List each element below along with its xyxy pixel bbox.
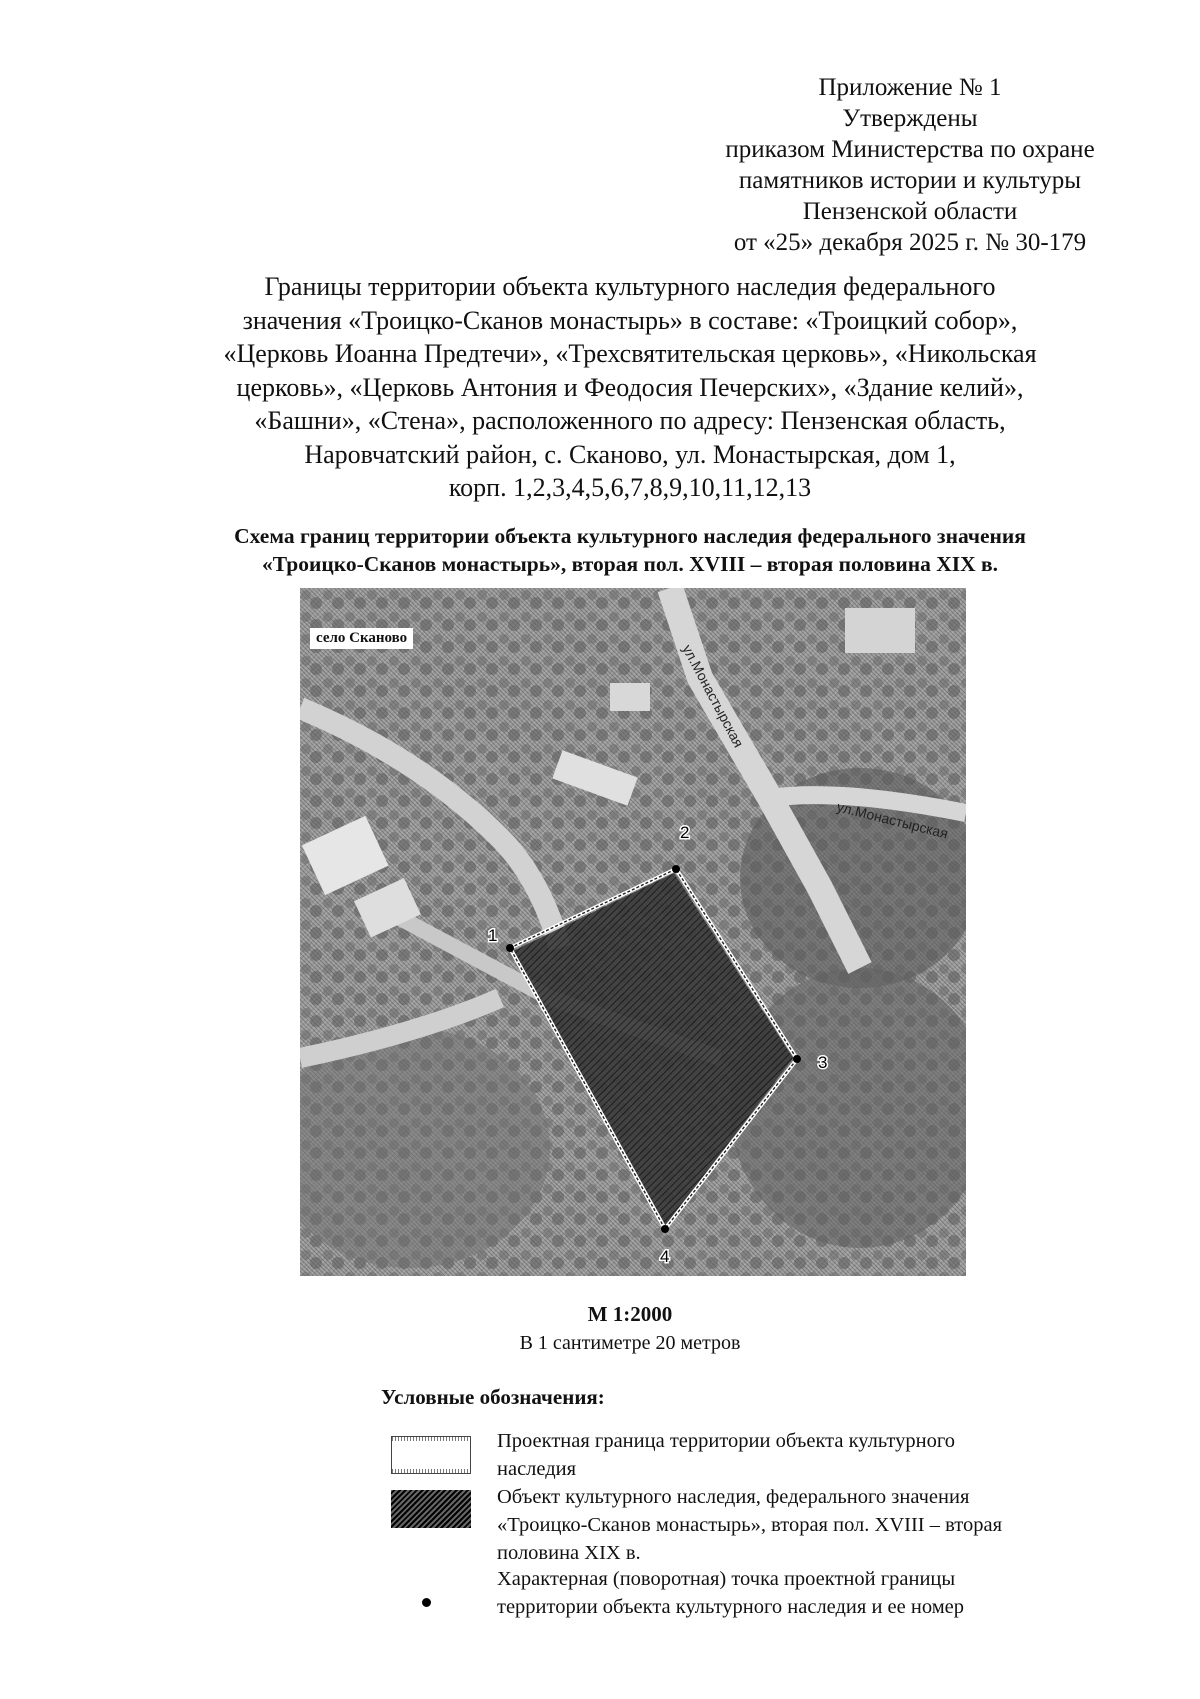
approval-line: приказом Министерства по охране	[725, 136, 1095, 163]
boundary-point-label: 3	[818, 1053, 828, 1072]
boundary-point-label: 2	[680, 823, 690, 842]
building	[610, 683, 650, 711]
title-line: корп. 1,2,3,4,5,6,7,8,9,10,11,12,13	[448, 473, 812, 502]
title-line: «Башни», «Стена», расположенного по адресу: Пензенская область,	[254, 406, 1006, 435]
boundary-map	[300, 588, 966, 1276]
approval-line: Пензенской области	[802, 198, 1018, 225]
scheme-title	[120, 522, 1140, 578]
building	[845, 608, 915, 653]
legend-text-line: Характерная (поворотная) точка проектной границы	[497, 1568, 956, 1590]
title-line: Границы территории объекта культурного наследия федерального	[264, 272, 996, 301]
legend-text-line: Проектная граница территории объекта культурного	[497, 1430, 955, 1452]
street-label: ул.Монастырская	[835, 798, 950, 842]
boundary-point-label: 1	[488, 926, 498, 945]
title-line: «Церковь Иоанна Предтечи», «Трехсвятительская церковь», «Никольская	[223, 339, 1037, 368]
approval-line: от «25» декабря 2025 г. № 30-179	[733, 229, 1087, 256]
legend-text-line: территории объекта культурного наследия и ее номер	[497, 1596, 965, 1618]
document-title	[120, 270, 1140, 505]
boundary-point-1	[506, 944, 514, 952]
scheme-title-line: «Троицко-Сканов монастырь», вторая пол. XVIII – вторая половина XIX в.	[261, 552, 999, 576]
street-label: ул.Монастырская	[679, 641, 747, 751]
legend-item-point	[497, 1565, 964, 1621]
scale-description: В 1 сантиметре 20 метров	[519, 1332, 741, 1354]
boundary-point-2	[672, 865, 680, 873]
approval-line: Приложение № 1	[818, 74, 1002, 101]
title-line: значения «Троицко-Сканов монастырь» в составе: «Троицкий собор»,	[242, 305, 1018, 335]
legend-point-symbol	[422, 1598, 431, 1607]
legend-hatched-symbol	[391, 1490, 471, 1528]
legend-item-object	[497, 1483, 1002, 1567]
legend-text-line: «Троицко-Сканов монастырь», вторая пол. XVIII – вторая	[497, 1514, 1003, 1536]
scale-ratio-text: М 1:2000	[587, 1302, 673, 1326]
legend-text-line: половина XIX в.	[497, 1542, 641, 1564]
legend-title: Условные обозначения:	[381, 1385, 605, 1409]
scheme-title-line: Схема границ территории объекта культурного наследия федерального значения	[234, 524, 1026, 548]
title-line: церковь», «Церковь Антония и Феодосия Печерских», «Здание келий»,	[236, 372, 1024, 402]
map-svg	[300, 588, 966, 1276]
boundary-point-label: 4	[660, 1247, 670, 1266]
approval-line: памятников истории и культуры	[738, 167, 1082, 194]
legend-boundary-symbol	[391, 1436, 471, 1474]
boundary-point-3	[793, 1055, 801, 1063]
legend-item-boundary	[497, 1427, 955, 1483]
scale-ratio	[0, 1302, 1200, 1327]
village-label: село Сканово	[310, 628, 413, 649]
boundary-point-4	[661, 1225, 669, 1233]
title-line: Наровчатский район, с. Сканово, ул. Монастырская, дом 1,	[304, 439, 956, 469]
legend-text-line: Объект культурного наследия, федерального значения	[497, 1486, 970, 1508]
approval-block	[680, 72, 1140, 258]
legend-text-line: наследия	[497, 1458, 577, 1480]
approval-line: Утверждены	[842, 105, 978, 132]
